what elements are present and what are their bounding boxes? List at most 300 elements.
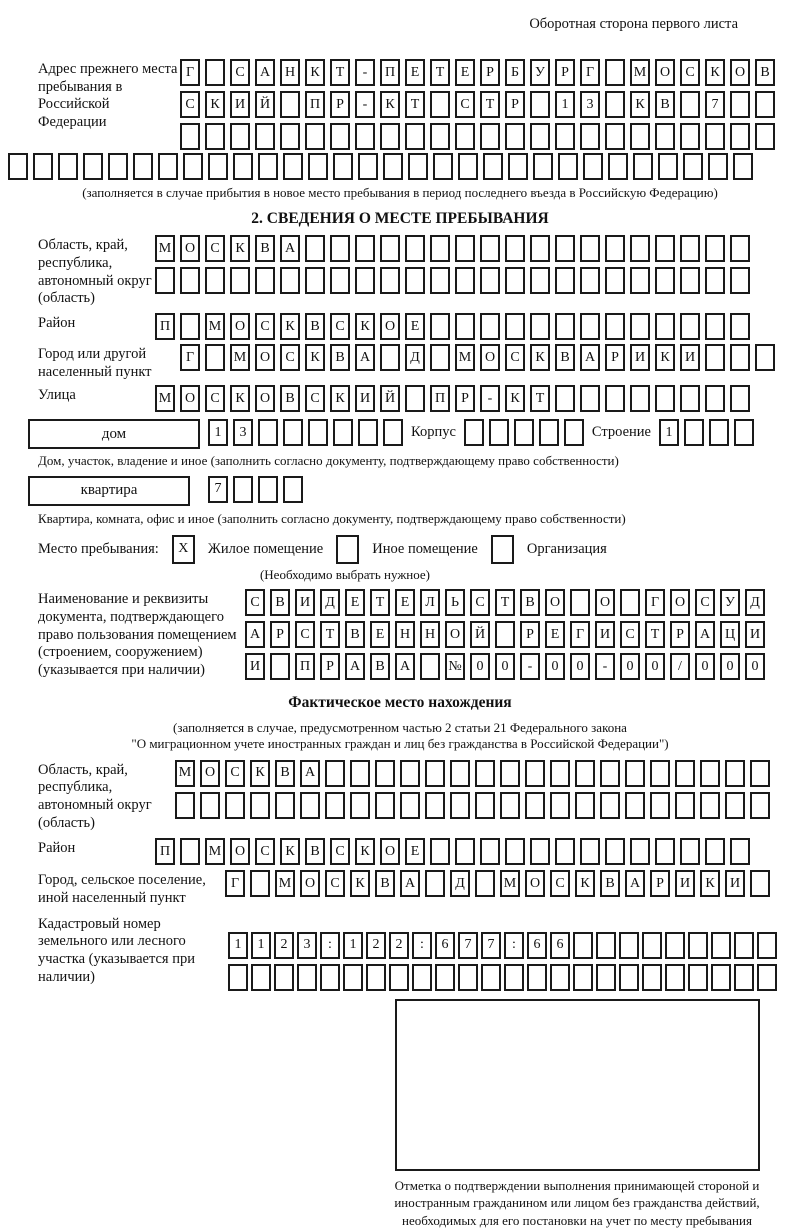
char-cell[interactable]: К — [630, 91, 650, 118]
char-cell[interactable]: Р — [670, 621, 690, 648]
char-cell[interactable]: М — [630, 59, 650, 86]
char-cell[interactable]: Д — [450, 870, 470, 897]
char-cell[interactable] — [480, 313, 500, 340]
char-cell[interactable] — [550, 964, 570, 991]
char-cell[interactable]: С — [470, 589, 490, 616]
char-cell[interactable] — [711, 964, 731, 991]
char-cell[interactable] — [555, 123, 575, 150]
char-cell[interactable]: И — [745, 621, 765, 648]
char-cell[interactable]: Т — [405, 91, 425, 118]
char-cell[interactable]: Р — [650, 870, 670, 897]
char-cell[interactable] — [425, 870, 445, 897]
char-cell[interactable] — [308, 153, 328, 180]
char-cell[interactable] — [430, 267, 450, 294]
char-cell[interactable] — [680, 385, 700, 412]
char-cell[interactable] — [680, 838, 700, 865]
char-cell[interactable] — [455, 123, 475, 150]
char-cell[interactable]: Т — [480, 91, 500, 118]
char-cell[interactable]: О — [180, 235, 200, 262]
char-cell[interactable] — [675, 760, 695, 787]
char-cell[interactable] — [274, 964, 294, 991]
char-cell[interactable]: К — [705, 59, 725, 86]
char-cell[interactable] — [530, 838, 550, 865]
char-cell[interactable] — [680, 123, 700, 150]
char-cell[interactable]: М — [155, 235, 175, 262]
char-cell[interactable]: А — [280, 235, 300, 262]
char-cell[interactable] — [230, 123, 250, 150]
char-cell[interactable] — [711, 932, 731, 959]
char-cell[interactable]: В — [555, 344, 575, 371]
char-cell[interactable]: 7 — [705, 91, 725, 118]
char-cell[interactable] — [305, 267, 325, 294]
char-cell[interactable]: 0 — [470, 653, 490, 680]
char-cell[interactable] — [600, 760, 620, 787]
char-cell[interactable]: Н — [420, 621, 440, 648]
char-cell[interactable] — [389, 964, 409, 991]
char-cell[interactable]: 1 — [228, 932, 248, 959]
char-cell[interactable] — [58, 153, 78, 180]
char-cell[interactable] — [580, 235, 600, 262]
char-cell[interactable] — [458, 153, 478, 180]
char-cell[interactable] — [705, 838, 725, 865]
char-cell[interactable]: Ц — [720, 621, 740, 648]
char-cell[interactable] — [480, 838, 500, 865]
char-cell[interactable]: 0 — [645, 653, 665, 680]
char-cell[interactable] — [675, 792, 695, 819]
char-cell[interactable]: О — [445, 621, 465, 648]
char-cell[interactable] — [255, 123, 275, 150]
char-cell[interactable]: М — [500, 870, 520, 897]
char-cell[interactable]: 2 — [274, 932, 294, 959]
char-cell[interactable] — [280, 123, 300, 150]
char-cell[interactable]: С — [225, 760, 245, 787]
char-cell[interactable] — [380, 235, 400, 262]
char-cell[interactable] — [725, 760, 745, 787]
char-cell[interactable] — [730, 91, 750, 118]
char-cell[interactable] — [480, 123, 500, 150]
char-cell[interactable]: 0 — [620, 653, 640, 680]
char-cell[interactable]: О — [300, 870, 320, 897]
char-cell[interactable]: О — [255, 344, 275, 371]
char-cell[interactable]: А — [625, 870, 645, 897]
char-cell[interactable]: О — [655, 59, 675, 86]
char-cell[interactable] — [655, 123, 675, 150]
char-cell[interactable]: О — [200, 760, 220, 787]
char-cell[interactable] — [665, 964, 685, 991]
char-cell[interactable] — [580, 385, 600, 412]
char-cell[interactable] — [455, 313, 475, 340]
char-cell[interactable] — [325, 760, 345, 787]
char-cell[interactable]: / — [670, 653, 690, 680]
char-cell[interactable]: № — [445, 653, 465, 680]
char-cell[interactable]: - — [595, 653, 615, 680]
char-cell[interactable]: М — [205, 313, 225, 340]
char-cell[interactable] — [480, 267, 500, 294]
char-cell[interactable] — [366, 964, 386, 991]
char-cell[interactable]: П — [155, 313, 175, 340]
char-cell[interactable]: С — [550, 870, 570, 897]
char-cell[interactable]: В — [655, 91, 675, 118]
char-cell[interactable]: Й — [255, 91, 275, 118]
char-cell[interactable] — [755, 123, 775, 150]
char-cell[interactable] — [705, 123, 725, 150]
char-cell[interactable] — [505, 838, 525, 865]
char-cell[interactable] — [375, 792, 395, 819]
char-cell[interactable] — [730, 123, 750, 150]
char-cell[interactable]: - — [355, 91, 375, 118]
char-cell[interactable]: О — [670, 589, 690, 616]
char-cell[interactable] — [734, 419, 754, 446]
char-cell[interactable] — [400, 792, 420, 819]
char-cell[interactable]: И — [725, 870, 745, 897]
char-cell[interactable] — [505, 235, 525, 262]
char-cell[interactable]: К — [655, 344, 675, 371]
char-cell[interactable]: А — [345, 653, 365, 680]
char-cell[interactable] — [630, 123, 650, 150]
char-cell[interactable]: К — [575, 870, 595, 897]
char-cell[interactable] — [355, 235, 375, 262]
char-cell[interactable]: 1 — [208, 419, 228, 446]
char-cell[interactable] — [500, 792, 520, 819]
char-cell[interactable] — [575, 760, 595, 787]
char-cell[interactable]: С — [180, 91, 200, 118]
char-cell[interactable]: О — [255, 385, 275, 412]
char-cell[interactable]: 0 — [495, 653, 515, 680]
char-cell[interactable] — [205, 123, 225, 150]
char-cell[interactable] — [333, 153, 353, 180]
char-cell[interactable]: О — [230, 838, 250, 865]
char-cell[interactable]: Н — [280, 59, 300, 86]
char-cell[interactable]: Е — [370, 621, 390, 648]
char-cell[interactable]: Р — [520, 621, 540, 648]
char-cell[interactable] — [619, 932, 639, 959]
char-cell[interactable] — [455, 838, 475, 865]
char-cell[interactable] — [555, 313, 575, 340]
char-cell[interactable] — [283, 476, 303, 503]
char-cell[interactable] — [705, 267, 725, 294]
char-cell[interactable]: С — [305, 385, 325, 412]
char-cell[interactable] — [455, 267, 475, 294]
char-cell[interactable] — [655, 267, 675, 294]
char-cell[interactable] — [750, 870, 770, 897]
char-cell[interactable] — [175, 792, 195, 819]
char-cell[interactable] — [580, 267, 600, 294]
char-cell[interactable]: 2 — [389, 932, 409, 959]
char-cell[interactable]: К — [330, 385, 350, 412]
char-cell[interactable]: 7 — [458, 932, 478, 959]
char-cell[interactable]: С — [280, 344, 300, 371]
char-cell[interactable] — [158, 153, 178, 180]
char-cell[interactable]: С — [330, 838, 350, 865]
char-cell[interactable] — [500, 760, 520, 787]
char-cell[interactable] — [757, 932, 777, 959]
char-cell[interactable]: У — [720, 589, 740, 616]
char-cell[interactable] — [330, 235, 350, 262]
char-cell[interactable] — [350, 792, 370, 819]
char-cell[interactable] — [475, 870, 495, 897]
char-cell[interactable]: К — [700, 870, 720, 897]
char-cell[interactable]: Г — [645, 589, 665, 616]
char-cell[interactable] — [725, 792, 745, 819]
char-cell[interactable]: Т — [495, 589, 515, 616]
char-cell[interactable] — [330, 267, 350, 294]
char-cell[interactable]: П — [430, 385, 450, 412]
char-cell[interactable]: 1 — [343, 932, 363, 959]
char-cell[interactable] — [605, 838, 625, 865]
char-cell[interactable]: 1 — [659, 419, 679, 446]
char-cell[interactable] — [665, 932, 685, 959]
char-cell[interactable] — [642, 932, 662, 959]
char-cell[interactable] — [705, 313, 725, 340]
char-cell[interactable]: Ь — [445, 589, 465, 616]
char-cell[interactable]: 0 — [570, 653, 590, 680]
char-cell[interactable]: Б — [505, 59, 525, 86]
char-cell[interactable]: В — [270, 589, 290, 616]
char-cell[interactable]: К — [205, 91, 225, 118]
char-cell[interactable] — [435, 964, 455, 991]
char-cell[interactable] — [408, 153, 428, 180]
char-cell[interactable] — [455, 235, 475, 262]
char-cell[interactable] — [300, 792, 320, 819]
char-cell[interactable]: Е — [455, 59, 475, 86]
char-cell[interactable] — [655, 313, 675, 340]
char-cell[interactable]: К — [380, 91, 400, 118]
char-cell[interactable] — [705, 385, 725, 412]
char-cell[interactable]: У — [530, 59, 550, 86]
char-cell[interactable]: И — [230, 91, 250, 118]
char-cell[interactable] — [350, 760, 370, 787]
char-cell[interactable]: К — [250, 760, 270, 787]
char-cell[interactable] — [355, 267, 375, 294]
char-cell[interactable] — [508, 153, 528, 180]
char-cell[interactable] — [619, 964, 639, 991]
char-cell[interactable]: - — [520, 653, 540, 680]
char-cell[interactable] — [430, 235, 450, 262]
char-cell[interactable] — [730, 313, 750, 340]
char-cell[interactable]: Р — [330, 91, 350, 118]
char-cell[interactable] — [250, 792, 270, 819]
char-cell[interactable] — [405, 267, 425, 294]
char-cell[interactable] — [108, 153, 128, 180]
char-cell[interactable] — [270, 653, 290, 680]
char-cell[interactable] — [650, 760, 670, 787]
char-cell[interactable]: - — [355, 59, 375, 86]
char-cell[interactable] — [33, 153, 53, 180]
char-cell[interactable] — [680, 235, 700, 262]
char-cell[interactable] — [730, 235, 750, 262]
char-cell[interactable]: В — [305, 838, 325, 865]
char-cell[interactable]: П — [305, 91, 325, 118]
char-cell[interactable] — [228, 964, 248, 991]
char-cell[interactable] — [325, 792, 345, 819]
char-cell[interactable] — [705, 235, 725, 262]
char-cell[interactable]: Н — [395, 621, 415, 648]
char-cell[interactable] — [297, 964, 317, 991]
char-cell[interactable] — [596, 932, 616, 959]
char-cell[interactable] — [205, 59, 225, 86]
char-cell[interactable]: О — [525, 870, 545, 897]
char-cell[interactable] — [330, 123, 350, 150]
char-cell[interactable]: И — [675, 870, 695, 897]
char-cell[interactable] — [205, 344, 225, 371]
char-cell[interactable] — [180, 313, 200, 340]
char-cell[interactable] — [608, 153, 628, 180]
char-cell[interactable]: А — [255, 59, 275, 86]
char-cell[interactable] — [430, 123, 450, 150]
char-cell[interactable] — [680, 91, 700, 118]
char-cell[interactable] — [400, 760, 420, 787]
char-cell[interactable] — [625, 760, 645, 787]
char-cell[interactable]: О — [480, 344, 500, 371]
char-cell[interactable]: О — [380, 838, 400, 865]
char-cell[interactable]: В — [600, 870, 620, 897]
char-cell[interactable] — [383, 153, 403, 180]
char-cell[interactable] — [605, 91, 625, 118]
char-cell[interactable]: - — [480, 385, 500, 412]
char-cell[interactable]: 0 — [720, 653, 740, 680]
char-cell[interactable]: К — [530, 344, 550, 371]
char-cell[interactable]: Д — [320, 589, 340, 616]
char-cell[interactable]: Е — [405, 59, 425, 86]
char-cell[interactable]: О — [230, 313, 250, 340]
char-cell[interactable] — [200, 792, 220, 819]
char-cell[interactable] — [600, 792, 620, 819]
char-cell[interactable] — [642, 964, 662, 991]
char-cell[interactable]: С — [205, 235, 225, 262]
char-cell[interactable] — [605, 267, 625, 294]
char-cell[interactable]: В — [755, 59, 775, 86]
char-cell[interactable]: Т — [320, 621, 340, 648]
char-cell[interactable] — [530, 267, 550, 294]
char-cell[interactable] — [430, 313, 450, 340]
char-cell[interactable]: В — [345, 621, 365, 648]
char-cell[interactable]: Е — [345, 589, 365, 616]
char-cell[interactable]: 0 — [545, 653, 565, 680]
char-cell[interactable]: А — [355, 344, 375, 371]
char-cell[interactable] — [684, 419, 704, 446]
char-cell[interactable]: 3 — [233, 419, 253, 446]
char-cell[interactable]: К — [350, 870, 370, 897]
char-cell[interactable] — [380, 267, 400, 294]
char-cell[interactable] — [180, 838, 200, 865]
char-cell[interactable]: В — [255, 235, 275, 262]
char-cell[interactable] — [730, 838, 750, 865]
char-cell[interactable] — [733, 153, 753, 180]
char-cell[interactable] — [605, 123, 625, 150]
char-cell[interactable] — [425, 792, 445, 819]
char-cell[interactable] — [250, 870, 270, 897]
char-cell[interactable] — [730, 385, 750, 412]
char-cell[interactable] — [504, 964, 524, 991]
char-cell[interactable]: Р — [270, 621, 290, 648]
char-cell[interactable] — [430, 838, 450, 865]
char-cell[interactable] — [505, 313, 525, 340]
char-cell[interactable]: Р — [480, 59, 500, 86]
char-cell[interactable] — [527, 964, 547, 991]
char-cell[interactable] — [491, 535, 514, 564]
char-cell[interactable]: В — [305, 313, 325, 340]
char-cell[interactable]: И — [680, 344, 700, 371]
char-cell[interactable]: В — [280, 385, 300, 412]
char-cell[interactable] — [530, 313, 550, 340]
char-cell[interactable]: С — [455, 91, 475, 118]
char-cell[interactable]: С — [255, 313, 275, 340]
char-cell[interactable]: Г — [580, 59, 600, 86]
char-cell[interactable]: И — [630, 344, 650, 371]
char-cell[interactable] — [550, 792, 570, 819]
char-cell[interactable]: Т — [330, 59, 350, 86]
char-cell[interactable]: Р — [455, 385, 475, 412]
char-cell[interactable]: А — [695, 621, 715, 648]
char-cell[interactable] — [688, 964, 708, 991]
char-cell[interactable] — [680, 313, 700, 340]
char-cell[interactable] — [280, 91, 300, 118]
char-cell[interactable]: Е — [395, 589, 415, 616]
char-cell[interactable] — [280, 267, 300, 294]
char-cell[interactable] — [683, 153, 703, 180]
char-cell[interactable] — [655, 838, 675, 865]
char-cell[interactable] — [575, 792, 595, 819]
char-cell[interactable]: С — [230, 59, 250, 86]
char-cell[interactable] — [620, 589, 640, 616]
char-cell[interactable]: А — [395, 653, 415, 680]
char-cell[interactable] — [233, 476, 253, 503]
char-cell[interactable]: С — [245, 589, 265, 616]
char-cell[interactable]: К — [355, 838, 375, 865]
char-cell[interactable]: Р — [505, 91, 525, 118]
char-cell[interactable]: И — [595, 621, 615, 648]
char-cell[interactable]: В — [370, 653, 390, 680]
char-cell[interactable] — [680, 267, 700, 294]
char-cell[interactable]: С — [505, 344, 525, 371]
char-cell[interactable]: С — [695, 589, 715, 616]
char-cell[interactable]: М — [455, 344, 475, 371]
char-cell[interactable] — [308, 419, 328, 446]
char-cell[interactable]: К — [230, 235, 250, 262]
char-cell[interactable]: К — [280, 838, 300, 865]
char-cell[interactable]: В — [375, 870, 395, 897]
char-cell[interactable]: 1 — [555, 91, 575, 118]
char-cell[interactable]: 7 — [481, 932, 501, 959]
char-cell[interactable]: 3 — [297, 932, 317, 959]
char-cell[interactable]: М — [175, 760, 195, 787]
char-cell[interactable]: О — [180, 385, 200, 412]
char-cell[interactable] — [380, 123, 400, 150]
char-cell[interactable]: М — [205, 838, 225, 865]
char-cell[interactable]: А — [300, 760, 320, 787]
char-cell[interactable] — [570, 589, 590, 616]
char-cell[interactable]: Е — [545, 621, 565, 648]
char-cell[interactable] — [305, 123, 325, 150]
char-cell[interactable] — [596, 964, 616, 991]
char-cell[interactable]: И — [355, 385, 375, 412]
char-cell[interactable] — [225, 792, 245, 819]
char-cell[interactable]: Й — [470, 621, 490, 648]
char-cell[interactable] — [605, 385, 625, 412]
char-cell[interactable] — [555, 267, 575, 294]
char-cell[interactable] — [630, 235, 650, 262]
char-cell[interactable] — [495, 621, 515, 648]
char-cell[interactable] — [380, 344, 400, 371]
char-cell[interactable] — [255, 267, 275, 294]
char-cell[interactable] — [700, 792, 720, 819]
char-cell[interactable]: В — [330, 344, 350, 371]
char-cell[interactable]: С — [330, 313, 350, 340]
char-cell[interactable] — [655, 385, 675, 412]
char-cell[interactable]: М — [230, 344, 250, 371]
char-cell[interactable]: Г — [180, 344, 200, 371]
char-cell[interactable]: Г — [225, 870, 245, 897]
